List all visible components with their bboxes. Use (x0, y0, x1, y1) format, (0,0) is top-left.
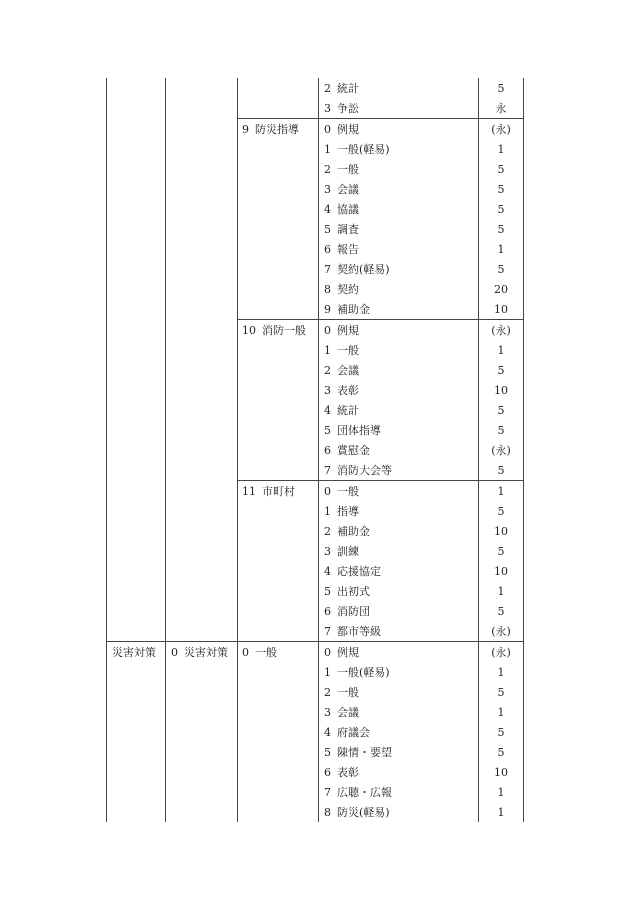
item-cell: 1 一般 (319, 340, 479, 360)
item-cell: 3 会議 (319, 179, 479, 199)
retention-period-cell: 5 (479, 460, 524, 481)
retention-period-cell: 5 (479, 722, 524, 742)
minor-category-cell: 9 防災指導 (238, 119, 319, 320)
retention-period-cell: 1 (479, 139, 524, 159)
middle-category-cell: 0 災害対策 (166, 642, 238, 823)
item-cell: 5 調査 (319, 219, 479, 239)
retention-period-cell: 1 (479, 581, 524, 601)
item-cell: 1 一般(軽易) (319, 662, 479, 682)
retention-period-cell: (永) (479, 119, 524, 140)
retention-period-cell: 1 (479, 782, 524, 802)
retention-period-cell: 1 (479, 239, 524, 259)
item-cell: 3 会議 (319, 702, 479, 722)
item-cell: 3 争訟 (319, 98, 479, 119)
retention-period-cell: 永 (479, 98, 524, 119)
item-cell: 1 指導 (319, 501, 479, 521)
minor-category-cell: 11 市町村 (238, 481, 319, 642)
item-cell: 2 統計 (319, 78, 479, 98)
retention-period-cell: 5 (479, 601, 524, 621)
item-cell: 2 一般 (319, 682, 479, 702)
item-cell: 5 出初式 (319, 581, 479, 601)
item-cell: 8 契約 (319, 279, 479, 299)
item-cell: 0 一般 (319, 481, 479, 502)
table-row (107, 78, 524, 98)
retention-period-cell: 5 (479, 78, 524, 98)
retention-period-cell: 1 (479, 481, 524, 502)
retention-period-cell: 10 (479, 380, 524, 400)
item-cell: 6 表彰 (319, 762, 479, 782)
item-cell: 8 防災(軽易) (319, 802, 479, 822)
item-cell: 3 表彰 (319, 380, 479, 400)
item-cell: 5 陳情・要望 (319, 742, 479, 762)
retention-period-cell: 5 (479, 682, 524, 702)
retention-period-cell: 5 (479, 219, 524, 239)
item-cell: 9 補助金 (319, 299, 479, 320)
retention-period-cell: 5 (479, 742, 524, 762)
retention-period-cell: 5 (479, 420, 524, 440)
retention-period-cell: 1 (479, 802, 524, 822)
item-cell: 2 会議 (319, 360, 479, 380)
item-cell: 6 報告 (319, 239, 479, 259)
records-retention-table (106, 78, 524, 822)
item-cell: 7 契約(軽易) (319, 259, 479, 279)
retention-period-cell: 5 (479, 199, 524, 219)
item-cell: 6 消防団 (319, 601, 479, 621)
retention-period-cell: 1 (479, 340, 524, 360)
item-cell: 0 例規 (319, 119, 479, 140)
retention-period-cell: 10 (479, 521, 524, 541)
item-cell: 0 例規 (319, 642, 479, 663)
retention-period-cell: 5 (479, 360, 524, 380)
major-category-cell: 災害対策 (107, 642, 166, 823)
item-cell: 7 都市等級 (319, 621, 479, 642)
minor-category-cell (238, 78, 319, 119)
item-cell: 2 補助金 (319, 521, 479, 541)
item-cell: 5 団体指導 (319, 420, 479, 440)
item-cell: 4 協議 (319, 199, 479, 219)
minor-category-cell: 0 一般 (238, 642, 319, 823)
retention-period-cell: 1 (479, 662, 524, 682)
retention-period-cell: 5 (479, 159, 524, 179)
retention-period-cell: (永) (479, 320, 524, 341)
item-cell: 6 賞慰金 (319, 440, 479, 460)
minor-category-cell: 10 消防一般 (238, 320, 319, 481)
retention-period-cell: (永) (479, 642, 524, 663)
retention-period-cell: 10 (479, 561, 524, 581)
item-cell: 4 府議会 (319, 722, 479, 742)
table-row (107, 642, 524, 663)
item-cell: 4 応援協定 (319, 561, 479, 581)
retention-period-cell: (永) (479, 440, 524, 460)
item-cell: 0 例規 (319, 320, 479, 341)
item-cell: 3 訓練 (319, 541, 479, 561)
retention-period-cell: 10 (479, 299, 524, 320)
item-cell: 7 消防大会等 (319, 460, 479, 481)
retention-period-cell: 1 (479, 702, 524, 722)
retention-period-cell: 5 (479, 179, 524, 199)
retention-period-cell: 5 (479, 400, 524, 420)
retention-period-cell: 20 (479, 279, 524, 299)
retention-period-cell: 5 (479, 541, 524, 561)
item-cell: 2 一般 (319, 159, 479, 179)
retention-period-cell: 5 (479, 501, 524, 521)
retention-period-cell: (永) (479, 621, 524, 642)
retention-period-cell: 10 (479, 762, 524, 782)
retention-period-cell: 5 (479, 259, 524, 279)
item-cell: 1 一般(軽易) (319, 139, 479, 159)
middle-category-cell (166, 78, 238, 642)
major-category-cell (107, 78, 166, 642)
item-cell: 7 広聴・広報 (319, 782, 479, 802)
item-cell: 4 統計 (319, 400, 479, 420)
